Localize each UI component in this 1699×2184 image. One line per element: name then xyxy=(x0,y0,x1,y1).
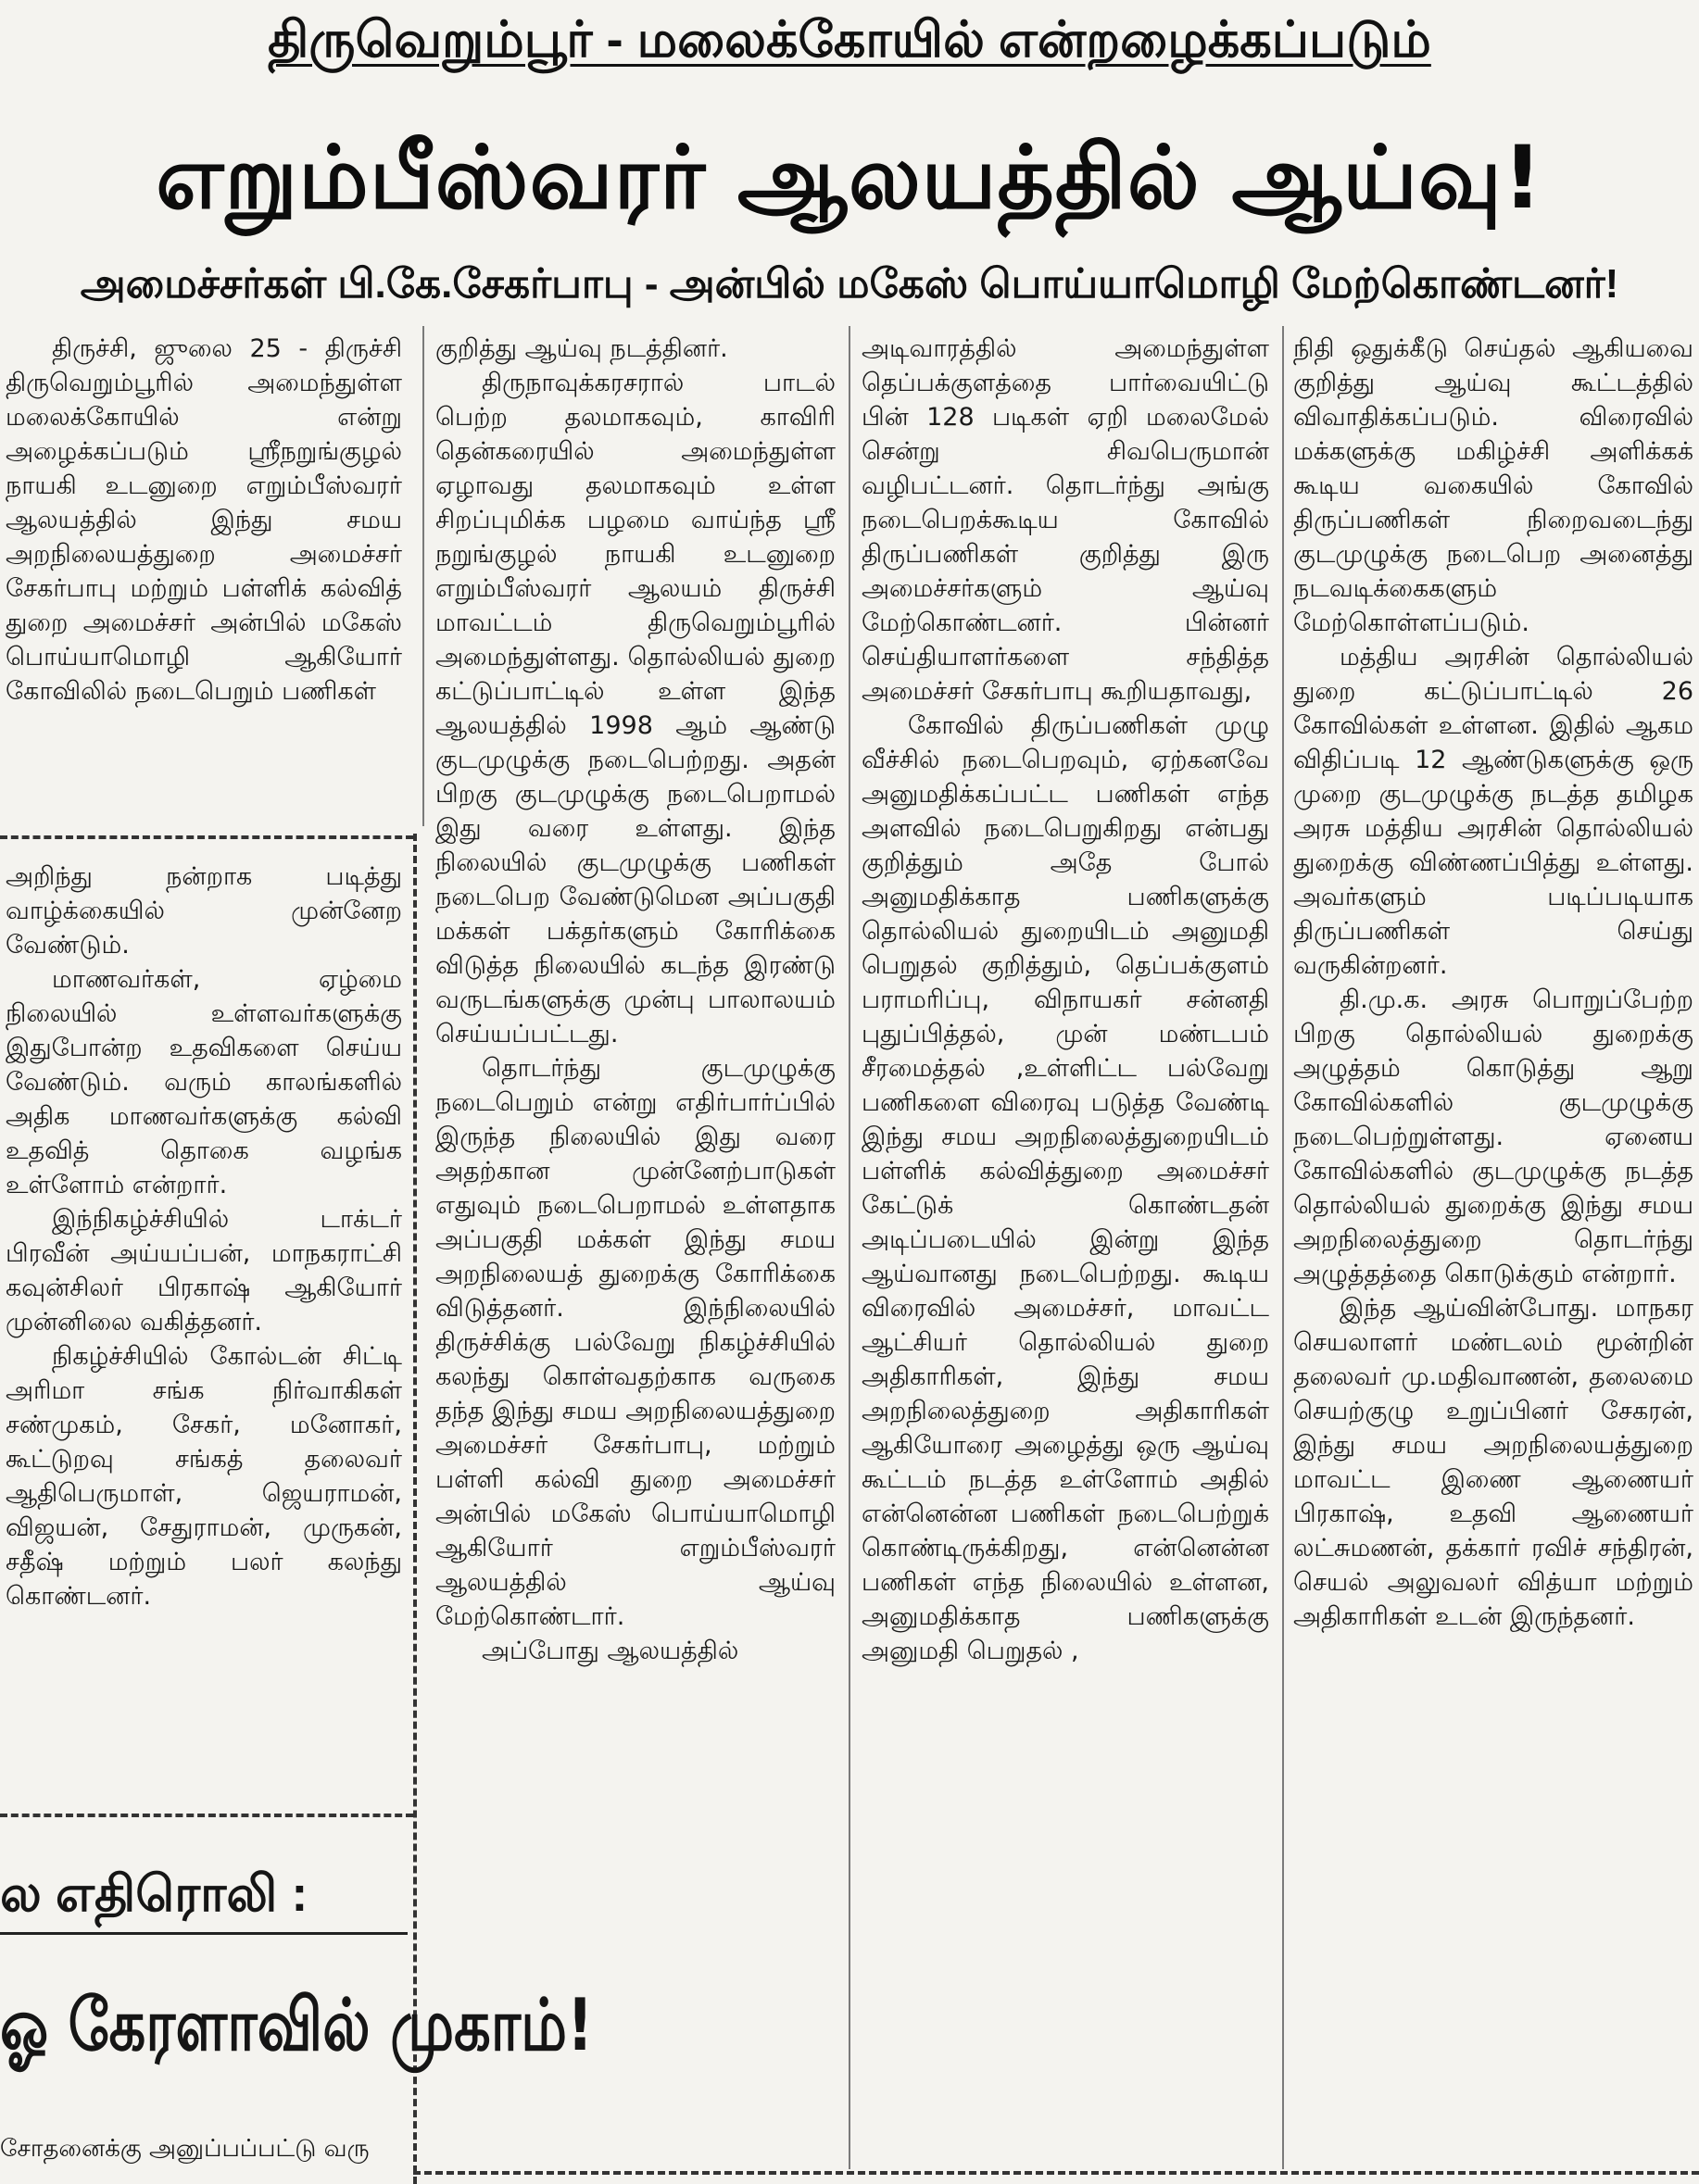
related-paragraph: நிகழ்ச்சியில் கோல்டன் சிட்டி அரிமா சங்க நிர்வாகிகள் சண்முகம், சேகர், மனோகர், கூட்டுறவு சங்கத் தலைவர் ஆதிபெருமாள், ஜெயராமன், விஜயன், சேதுராமன், முருகன், சதீஷ் மற்றும் பலர் கலந்து கொண்டனர். xyxy=(6,1342,402,1611)
article-paragraph: தி.மு.க. அரசு பொறுப்பேற்ற பிறகு தொல்லியல் துறைக்கு அழுத்தம் கொடுத்து ஆறு கோவில்களில் குடமுழுக்கு நடைபெற்றுள்ளது. ஏனைய கோவில்களில் குடமுழுக்கு நடத்த தொல்லியல் துறைக்கு இந்து சமய அறநிலைத்துறை தொடர்ந்து அழுத்தத்தை கொடுக்கும் என்றார். xyxy=(1293,985,1693,1288)
column-divider xyxy=(849,326,850,2169)
article-paragraph: அப்போது ஆலயத்தில் xyxy=(482,1637,739,1665)
bottom-border xyxy=(413,2171,1699,2175)
side-box-label: ல எதிரொலி : xyxy=(0,1866,308,1922)
side-box-footer: சோதனைக்கு அனுப்பப்பட்டு வரு xyxy=(0,2135,370,2163)
article-paragraph: திருநாவுக்கரசரால் பாடல் பெற்ற தலமாகவும், காவிரி தென்கரையில் அமைந்துள்ள ஏழாவது தலமாகவும் உள்ள சிறப்புமிக்க பழமை வாய்ந்த ஸ்ரீ நறுங்குழல் நாயகி உடனுறை எறும்பீஸ்வரர் ஆலயம் திருச்சி மாவட்டம் திருவெறும்பூரில் அமைந்துள்ளது. தொல்லியல் துறை கட்டுப்பாட்டில் உள்ள இந்த ஆலயத்தில் 1998 ஆம் ஆண்டு குடமுழுக்கு நடைபெற்றது. அதன் பிறகு குடமுழுக்கு நடைபெறாமல் இது வரை உள்ளது. இந்த நிலையில் குடமுழுக்கு பணிகள் நடைபெற வேண்டுமென அப்பகுதி மக்கள் பக்தர்களும் கோரிக்கை விடுத்த நிலையில் கடந்த இரண்டு வருடங்களுக்கு முன்பு பாலாலயம் செய்யப்பட்டது. xyxy=(435,369,836,1048)
article-paragraph: நிதி ஒதுக்கீடு செய்தல் ஆகியவை குறித்து ஆய்வு கூட்டத்தில் விவாதிக்கப்படும். விரைவில் மக்களுக்கு மகிழ்ச்சி அளிக்கக் கூடிய வகையில் கோவில் திருப்பணிகள் நிறைவடைந்து குடமுழுக்கு நடைபெற அனைத்து நடவடிக்கைகளும் மேற்கொள்ளப்படும். xyxy=(1293,334,1693,637)
column-divider xyxy=(1282,326,1284,2169)
article-kicker: திருவெறும்பூர் - மலைக்கோயில் என்றழைக்கப்படும் xyxy=(268,12,1431,68)
article-column-4 xyxy=(1293,332,1693,1634)
related-story-column xyxy=(6,860,402,1613)
article-paragraph: திருச்சி, ஜுலை 25 - திருச்சி திருவெறும்பூரில் அமைந்துள்ள மலைக்கோயில் என்று அழைக்கப்படும் ஸ்ரீநறுங்குழல் நாயகி உடனுறை எறும்பீஸ்வரர் ஆலயத்தில் இந்து சமய அறநிலையத்துறை அமைச்சர் சேகர்பாபு மற்றும் பள்ளிக் கல்வித் துறை அமைச்சர் அன்பில் மகேஸ் பொய்யாமொழி ஆகியோர் கோவிலில் நடைபெறும் பணிகள் xyxy=(6,334,402,706)
related-paragraph: அறிந்து நன்றாக படித்து வாழ்க்கையில் முன்னேற வேண்டும். xyxy=(6,862,402,960)
article-paragraph: அடிவாரத்தில் அமைந்துள்ள தெப்பக்குளத்தை பார்வையிட்டு பின் 128 படிகள் ஏறி மலைமேல் சென்று சிவபெருமான் வழிபட்டனர். தொடர்ந்து அங்கு நடைபெறக்கூடிய கோவில் திருப்பணிகள் குறித்து இரு அமைச்சர்களும் ஆய்வு மேற்கொண்டனர். பின்னர் செய்தியாளர்களை சந்தித்த அமைச்சர் சேகர்பாபு கூறியதாவது, xyxy=(862,334,1269,706)
related-paragraph: இந்நிகழ்ச்சியில் டாக்டர் பிரவீன் அய்யப்பன், மாநகராட்சி கவுன்சிலர் பிரகாஷ் ஆகியோர் முன்னிலை வகித்தனர். xyxy=(6,1205,402,1337)
article-paragraph: தொடர்ந்து குடமுழுக்கு நடைபெறும் என்று எதிர்பார்ப்பில் இருந்த நிலையில் இது வரை அதற்கான முன்னேற்பாடுகள் எதுவும் நடைபெறாமல் உள்ளதாக அப்பகுதி மக்கள் இந்து சமய அறநிலையத் துறைக்கு கோரிக்கை விடுத்தனர். இந்நிலையில் திருச்சிக்கு பல்வேறு நிகழ்ச்சியில் கலந்து கொள்வதற்காக வருகை தந்த இந்து சமய அறநிலையத்துறை அமைச்சர் சேகர்பாபு, மற்றும் பள்ளி கல்வி துறை அமைச்சர் அன்பில் மகேஸ் பொய்யாமொழி ஆகியோர் எறும்பீஸ்வரர் ஆலயத்தில் ஆய்வு மேற்கொண்டார். xyxy=(435,1054,836,1631)
box-right-border xyxy=(413,834,417,2184)
article-column-3 xyxy=(862,332,1269,1668)
box-top-border xyxy=(0,835,413,839)
article-column-1 xyxy=(6,332,402,709)
article-paragraph: இந்த ஆய்வின்போது. மாநகர செயலாளர் மண்டலம் மூன்றின் தலைவர் மு.மதிவாணன், தலைமை செயற்குழு உறுப்பினர் சேகரன், இந்து சமய அறநிலையத்துறை மாவட்ட இணை ஆணையர் பிரகாஷ், உதவி ஆணையர் லட்சுமணன், தக்கார் ரவிச் சந்திரன், செயல் அலுவலர் வித்யா மற்றும் அதிகாரிகள் உடன் இருந்தனர். xyxy=(1293,1294,1693,1631)
related-paragraph: மாணவர்கள், ஏழ்மை நிலையில் உள்ளவர்களுக்கு இதுபோன்ற உதவிகளை செய்ய வேண்டும். வரும் காலங்களில் அதிக மாணவர்களுக்கு கல்வி உதவித் தொகை வழங்க உள்ளோம் என்றார். xyxy=(6,965,402,1199)
article-paragraph: குறித்து ஆய்வு நடத்தினர். xyxy=(435,334,728,363)
side-box-rule xyxy=(0,1932,408,1935)
article-paragraph: கோவில் திருப்பணிகள் முழு வீச்சில் நடைபெறவும், ஏற்கனவே அனுமதிக்கப்பட்ட பணிகள் எந்த அளவில் நடைபெறுகிறது என்பது குறித்தும் அதே போல் அனுமதிக்காத பணிகளுக்கு தொல்லியல் துறையிடம் அனுமதி பெறுதல் குறித்தும், தெப்பக்குளம் பராமரிப்பு, விநாயகர் சன்னதி புதுப்பித்தல், முன் மண்டபம் சீரமைத்தல் ,உள்ளிட்ட பல்வேறு பணிகளை விரைவு படுத்த வேண்டி இந்து சமய அறநிலைத்துறையிடம் பள்ளிக் கல்வித்துறை அமைச்சர் கேட்டுக் கொண்டதன் அடிப்படையில் இன்று இந்த ஆய்வானது நடைபெற்றது. கூடிய விரைவில் அமைச்சர், மாவட்ட ஆட்சியர் தொல்லியல் துறை அதிகாரிகள், இந்து சமய அறநிலைத்துறை அதிகாரிகள் ஆகியோரை அழைத்து ஒரு ஆய்வு கூட்டம் நடத்த உள்ளோம் அதில் என்னென்ன பணிகள் நடைபெற்றுக் கொண்டிருக்கிறது, என்னென்ன பணிகள் எந்த நிலையில் உள்ளன, அனுமதிக்காத பணிகளுக்கு அனுமதி பெறுதல் , xyxy=(862,711,1269,1665)
box-divider xyxy=(0,1814,413,1817)
side-box-headline: ஓ கேரளாவில் முகாம்! xyxy=(0,1982,594,2067)
article-subhead: அமைச்சர்கள் பி.கே.சேகர்பாபு - அன்பில் மகேஸ் பொய்யாமொழி மேற்கொண்டனர்! xyxy=(80,261,1619,307)
article-headline: எறும்பீஸ்வரர் ஆலயத்தில் ஆய்வு! xyxy=(156,128,1543,229)
article-paragraph: மத்திய அரசின் தொல்லியல் துறை கட்டுப்பாட்டில் 26 கோவில்கள் உள்ளன. இதில் ஆகம விதிப்படி 12 ஆண்டுகளுக்கு ஒரு முறை குடமுழுக்கு நடத்த தமிழக அரசு மத்திய அரசின் தொல்லியல் துறைக்கு விண்ணப்பித்து உள்ளது. அவர்களும் படிப்படியாக திருப்பணிகள் செய்து வருகின்றனர். xyxy=(1293,643,1693,980)
article-column-2 xyxy=(435,332,836,1668)
column-divider xyxy=(422,326,424,826)
